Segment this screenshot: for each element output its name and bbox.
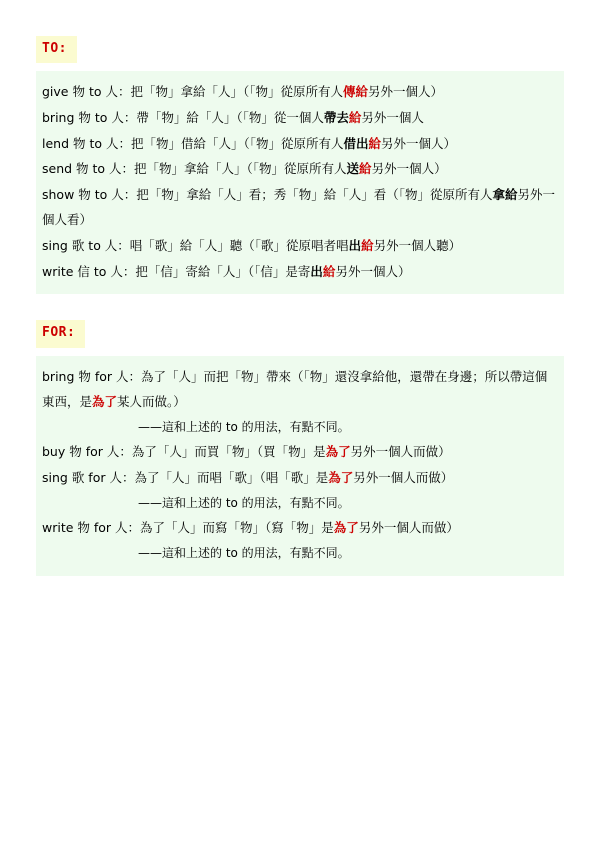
text-run: write 信 to 人：把「信」寄給「人」（「信」是寄 [42, 263, 311, 279]
usage-entry [42, 79, 558, 105]
emphasis-run: 借出 [343, 135, 369, 151]
emphasis-run: 帶去 [323, 109, 349, 125]
text-run: ——這和上述的 to 的用法，有點不同。 [138, 545, 350, 560]
emphasis-run: 出 [348, 238, 362, 254]
usage-entry [42, 182, 558, 233]
emphasis-run: 送 [346, 161, 360, 177]
emphasis-run: 為了 [325, 444, 351, 460]
text-run: 另外一個人） [367, 84, 443, 100]
text-run: ——這和上述的 to 的用法，有點不同。 [138, 495, 350, 510]
emphasis-run: 為了 [328, 470, 354, 486]
emphasis-run: 為了 [92, 394, 118, 410]
emphasis-run: 給 [348, 109, 362, 125]
emphasis-run: 給 [359, 161, 372, 177]
text-run: 另外一個人看） [42, 186, 556, 228]
text-run: send 物 to 人：把「物」拿給「人」（「物」從原所有人 [42, 161, 347, 177]
emphasis-run: 給 [322, 263, 336, 279]
usage-note [42, 491, 558, 516]
text-run: write 物 for 人：為了「人」而寫「物」（寫「物」是 [42, 520, 334, 536]
text-run: 另外一個人 [361, 109, 424, 125]
usage-note [42, 415, 558, 440]
text-run: lend 物 to 人：把「物」借給「人」（「物」從原所有人 [42, 135, 344, 151]
text-run: bring 物 for 人：為了「人」而把「物」帶來（「物」還沒拿給他，還帶在身邊；所以帶這個東西，是 [42, 368, 548, 410]
text-run: give 物 to 人：把「物」拿給「人」（「物」從原所有人 [42, 84, 343, 100]
usage-entry [42, 156, 558, 182]
usage-entry [42, 515, 558, 541]
usage-entry [42, 439, 558, 465]
emphasis-run: 給 [361, 238, 374, 254]
section-block [36, 71, 564, 294]
text-run: 另外一個人而做） [358, 520, 459, 536]
text-run: ——這和上述的 to 的用法，有點不同。 [138, 419, 350, 434]
text-run: 另外一個人聽） [373, 238, 462, 254]
usage-note [42, 541, 558, 566]
usage-entry [42, 465, 558, 491]
text-run: sing 歌 to 人：唱「歌」給「人」聽（「歌」從原唱者唱 [42, 238, 349, 254]
section-block [36, 356, 564, 576]
sections-root [36, 36, 564, 576]
emphasis-run: 傳給 [342, 84, 368, 100]
section-heading: FOR: [36, 320, 85, 347]
text-run: 某人而做。） [117, 394, 186, 410]
emphasis-run: 為了 [333, 520, 359, 536]
text-run: bring 物 to 人：帶「物」給「人」（「物」從一個人 [42, 109, 324, 125]
text-run: 另外一個人） [381, 135, 457, 151]
text-run: sing 歌 for 人：為了「人」而唱「歌」（唱「歌」是 [42, 470, 329, 486]
section-heading: TO: [36, 36, 77, 63]
emphasis-run: 出 [310, 263, 323, 279]
text-run: 另外一個人） [371, 161, 447, 177]
emphasis-run: 給 [368, 135, 382, 151]
usage-entry [42, 131, 558, 157]
text-run: buy 物 for 人：為了「人」而買「物」（買「物」是 [42, 444, 326, 460]
section-heading-wrap [36, 36, 564, 63]
text-run: 另外一個人而做） [353, 470, 454, 486]
usage-entry [42, 259, 558, 285]
usage-entry [42, 233, 558, 259]
text-run: 另外一個人） [335, 263, 411, 279]
usage-entry [42, 105, 558, 131]
document-content [36, 36, 564, 576]
usage-entry [42, 364, 558, 415]
section-heading-wrap [36, 320, 564, 347]
text-run: show 物 to 人：把「物」拿給「人」看；秀「物」給「人」看（「物」從原所有人 [42, 186, 493, 202]
emphasis-run: 拿給 [492, 186, 518, 202]
text-run: 另外一個人而做） [350, 444, 451, 460]
